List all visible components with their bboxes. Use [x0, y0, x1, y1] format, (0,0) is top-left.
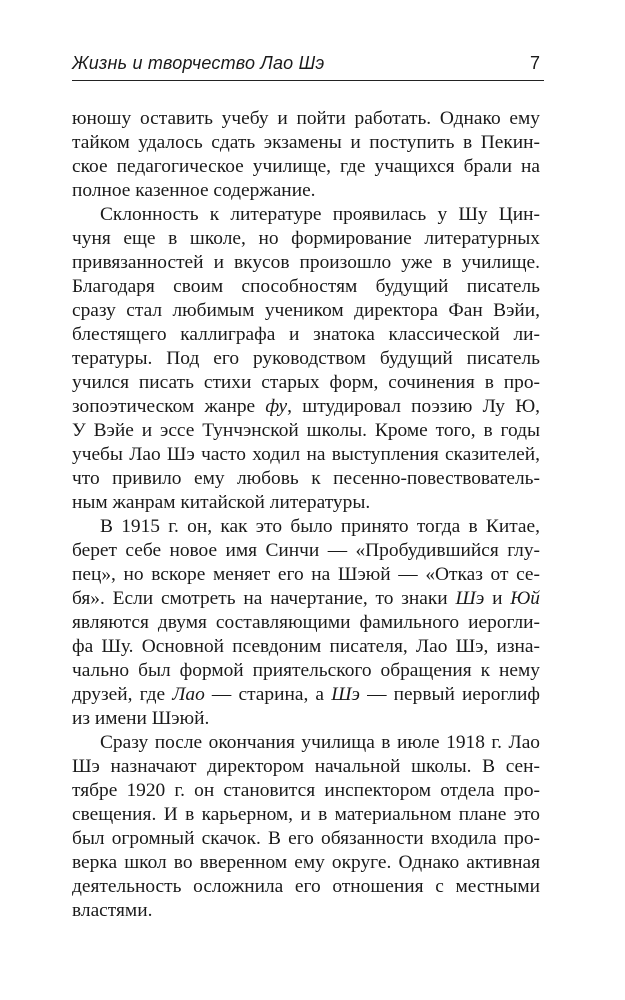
paragraph	[72, 203, 540, 515]
running-header	[72, 46, 544, 81]
body-text	[72, 107, 540, 923]
text-line: чуня еще в школе, но формирование литературных	[72, 228, 540, 249]
text-line: учился писать стихи старых форм, сочинения в про-	[72, 372, 540, 393]
text-line: из имени Шэюй.	[72, 708, 210, 729]
text-line	[72, 587, 540, 611]
paragraph	[72, 731, 540, 923]
text-line: сразу стал любимым учеником директора Фан Вэйи,	[72, 300, 540, 321]
text-line: властями.	[72, 900, 153, 921]
text-line	[72, 683, 540, 707]
italic-term: Лао	[172, 684, 205, 705]
text-run: — первый иероглиф	[359, 684, 540, 705]
text-line: Благодаря своим способностям будущий писатель	[72, 276, 540, 297]
text-run: — старина, а	[204, 684, 332, 705]
text-line: ным жанрам китайской литературы.	[72, 492, 371, 513]
text-run: , штудировал поэзию Лу Ю,	[287, 396, 540, 417]
italic-term: фу	[265, 396, 288, 417]
text-line: пец», но вскоре меняет его на Шэюй — «Отказ от се-	[72, 564, 540, 585]
text-line: юношу оставить учебу и пойти работать. Однако ему	[72, 108, 540, 129]
text-line: тябре 1920 г. он становится инспектором отдела про-	[72, 780, 540, 801]
text-run: и	[484, 588, 511, 609]
text-line	[72, 395, 540, 419]
text-run: друзей, где	[72, 684, 173, 705]
text-line: берет себе новое имя Синчи — «Пробудившийся глу-	[72, 540, 540, 561]
text-line: был огромный скачок. В его обязанности входила про-	[72, 828, 540, 849]
text-line: верка школ во вверенном ему округе. Однако активная	[72, 852, 540, 873]
text-line: деятельность осложнила его отношения с местными	[72, 876, 540, 897]
text-line: что привило ему любовь к песенно-повествователь-	[72, 468, 540, 489]
italic-term: Шэ	[455, 588, 485, 609]
text-line: тайком удалось сдать экзамены и поступить в Пекин-	[72, 132, 540, 153]
page-number: 7	[529, 53, 540, 73]
text-line: учебы Лао Шэ часто ходил на выступления сказителей,	[72, 444, 540, 465]
text-line: фа Шу. Основной псевдоним писателя, Лао Шэ, изна-	[72, 636, 540, 657]
text-line: свещения. И в карьерном, и в материальном плане это	[72, 804, 540, 825]
text-line: полное казенное содержание.	[72, 180, 316, 201]
text-line: являются двумя составляющими фамильного иерогли-	[72, 612, 540, 633]
text-line: Сразу после окончания училища в июле 1918 г. Лао	[100, 732, 540, 753]
text-line: тературы. Под его руководством будущий писатель	[72, 348, 540, 369]
text-line: Шэ назначают директором начальной школы. В сен-	[72, 756, 540, 777]
paragraph	[72, 515, 540, 731]
italic-term: Шэ	[331, 684, 360, 705]
text-run: зопоэтическом жанре	[72, 396, 266, 417]
paragraph	[72, 107, 540, 203]
text-line: У Вэйе и эссе Тунчэнской школы. Кроме того, в годы	[72, 420, 540, 441]
text-line: В 1915 г. он, как это было принято тогда в Китае,	[100, 516, 540, 537]
text-line: чально был формой приятельского обращения к нему	[72, 660, 540, 681]
text-run: бя». Если смотреть на начертание, то знаки	[72, 588, 456, 609]
italic-term: Юй	[510, 588, 540, 609]
text-line: блестящего каллиграфа и знатока классической ли-	[72, 324, 540, 345]
text-line: Склонность к литературе проявилась у Шу Цин-	[100, 204, 540, 225]
text-line: ское педагогическое училище, где учащихся брали на	[72, 156, 540, 177]
text-line: привязанностей и вкусов произошло уже в училище.	[72, 252, 540, 273]
running-title: Жизнь и творчество Лао Шэ	[72, 53, 325, 73]
